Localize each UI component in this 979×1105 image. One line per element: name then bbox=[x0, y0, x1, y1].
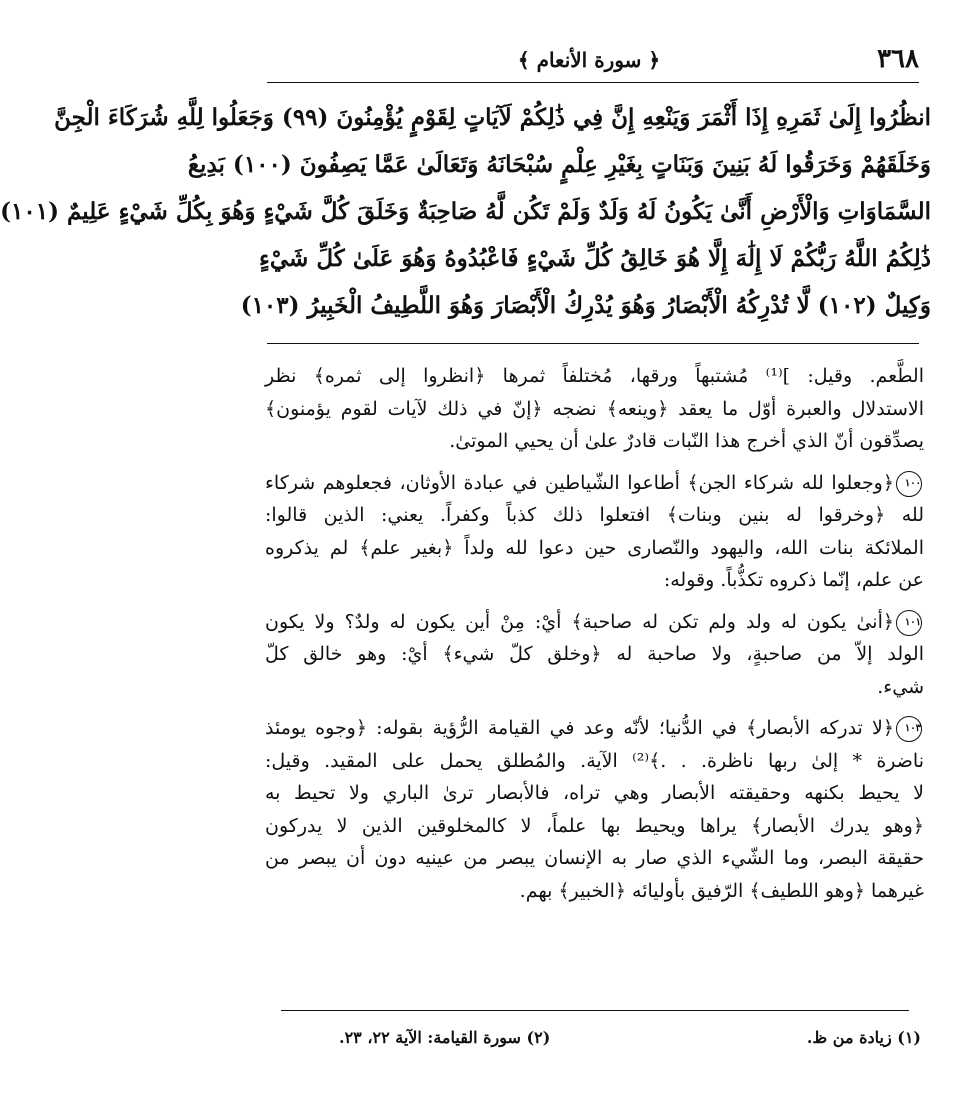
commentary-line: عن علم، إنّما ذكروه تكذُّباً. وقوله: bbox=[663, 569, 924, 591]
commentary-paragraph bbox=[265, 360, 924, 458]
commentary-line: لله ﴿وخرقوا له بنين وبنات﴾ افتعلوا ذلك كذباً وكفراً. يعني: الذين قالوا: bbox=[265, 504, 924, 526]
commentary-paragraph bbox=[265, 606, 924, 704]
verse-number-badge: ١٠١ bbox=[896, 610, 922, 636]
commentary-line: الملائكة بنات الله، واليهود والنّصارى حين دعوا لله ولداً ﴿بغير علم﴾ لم يذكروه bbox=[265, 536, 924, 559]
commentary-line: ﴿وهو يدرك الأبصار﴾ يراها ويحيط بها علماً، لا كالمخلوقين الذين لا يدركون bbox=[265, 814, 924, 837]
commentary-paragraph bbox=[265, 712, 924, 907]
commentary-paragraph bbox=[265, 467, 924, 597]
verse-number-badge: ١٠٣ bbox=[896, 716, 922, 742]
commentary-line: حقيقة البصر، وما الشّيء الذي صار به الإنسان يبصر من عينيه دون أن يبصر من bbox=[265, 847, 924, 869]
quran-line: انظُرُوا إِلَىٰ ثَمَرِهِ إِذَا أَثْمَرَ وَيَنْعِهِ إِنَّ فِي ذَٰلِكُمْ لَآيَاتٍ لِقَوْمٍ يُؤْمِنُونَ (٩٩) وَجَعَلُوا لِلَّهِ شُرَكَاءَ الْجِنَّ bbox=[54, 104, 931, 131]
footnote-divider bbox=[281, 1010, 909, 1011]
commentary-line bbox=[265, 606, 924, 639]
commentary-line: الولد إلاّ من صاحبةٍ، ولا صاحبة له ﴿وخلق كلّ شيء﴾ أيْ: وهو خالق كلّ bbox=[265, 643, 924, 665]
quran-divider bbox=[267, 343, 919, 344]
quran-line: وَخَلَقَهُمْ وَخَرَقُوا لَهُ بَنِينَ وَبَنَاتٍ بِغَيْرِ عِلْمٍ سُبْحَانَهُ وَتَعَالَىٰ عَمَّا يَصِفُونَ (١٠٠) بَدِيعُ bbox=[187, 151, 931, 178]
footnote-1: (١) زيادة من ظ. bbox=[806, 1028, 921, 1047]
footnote-2: (٢) سورة القيامة: الآية ٢٢، ٢٣. bbox=[339, 1028, 551, 1047]
page-header bbox=[259, 44, 919, 80]
quran-line: ذَٰلِكُمُ اللَّهُ رَبُّكُمْ لَا إِلَٰهَ إِلَّا هُوَ خَالِقُ كُلِّ شَيْءٍ فَاعْبُدُوهُ وَهُوَ عَلَىٰ كُلِّ شَيْءٍ bbox=[259, 245, 931, 272]
commentary-line bbox=[265, 467, 924, 500]
commentary-line: الطَّعم. وقيل: ]⁽¹⁾ مُشتبهاً ورقها، مُختلفاً ثمرها ﴿انظروا إلى ثمره﴾ نظر bbox=[265, 365, 924, 387]
commentary-text: ﴿وجعلوا لله شركاء الجن﴾ أطاعوا الشّياطين في عبادة الأوثان، فجعلوهم شركاء bbox=[265, 471, 894, 494]
verse-number-badge: ١٠٠ bbox=[896, 471, 922, 497]
commentary-line: غيرهما ﴿وهو اللطيف﴾ الرّفيق بأوليائه ﴿الخبير﴾ بهم. bbox=[519, 879, 924, 902]
commentary-text: ﴿لا تدركه الأبصار﴾ في الدُّنيا؛ لأنّه وعد في القيامة الرُّؤية بقوله: ﴿وجوه يومئذ bbox=[265, 717, 894, 739]
commentary-line: ناضرة * إلىٰ ربها ناظرة. . .﴾⁽²⁾ الآية. والمُطلق يحمل على المقيد. وقيل: bbox=[265, 749, 924, 772]
commentary-line: يصدِّقون أنّ الذي أخرج هذا النّبات قادرٌ علىٰ أن يحيي الموتىٰ. bbox=[449, 430, 924, 452]
quran-line: السَّمَاوَاتِ وَالْأَرْضِ أَنَّىٰ يَكُونُ لَهُ وَلَدٌ وَلَمْ تَكُن لَّهُ صَاحِبَةٌ وَخَلَقَ كُلَّ شَيْءٍ وَهُوَ بِكُلِّ شَيْءٍ عَلِيمٌ (١٠١) bbox=[0, 198, 931, 225]
commentary-line: الاستدلال والعبرة أوّل ما يعقد ﴿وينعه﴾ نضجه ﴿إنّ في ذلك لآيات لقوم يؤمنون﴾ bbox=[265, 397, 924, 420]
quran-text-block bbox=[0, 94, 931, 329]
header-divider bbox=[267, 82, 919, 83]
commentary-line: لا يحيط بكنهه وحقيقته الأبصار وهي تراه، فالأبصار ترىٰ الباري ولا تحيط به bbox=[265, 782, 924, 804]
commentary-block bbox=[265, 360, 924, 916]
commentary-line: شيء. bbox=[877, 675, 924, 698]
commentary-text: ﴿أنىٰ يكون له ولد ولم تكن له صاحبة﴾ أيْ: مِنْ أين يكون له ولدٌ؟ ولا يكون bbox=[265, 610, 894, 633]
page-number: ٣٦٨ bbox=[877, 44, 919, 74]
quran-line: وَكِيلٌ (١٠٢) لَّا تُدْرِكُهُ الْأَبْصَارُ وَهُوَ يُدْرِكُ الْأَبْصَارَ وَهُوَ اللَّطِيفُ الْخَبِيرُ (١٠٣) bbox=[240, 292, 931, 319]
commentary-line bbox=[265, 712, 924, 745]
surah-title: ﴿ سورة الأنعام ﴾ bbox=[517, 48, 661, 72]
